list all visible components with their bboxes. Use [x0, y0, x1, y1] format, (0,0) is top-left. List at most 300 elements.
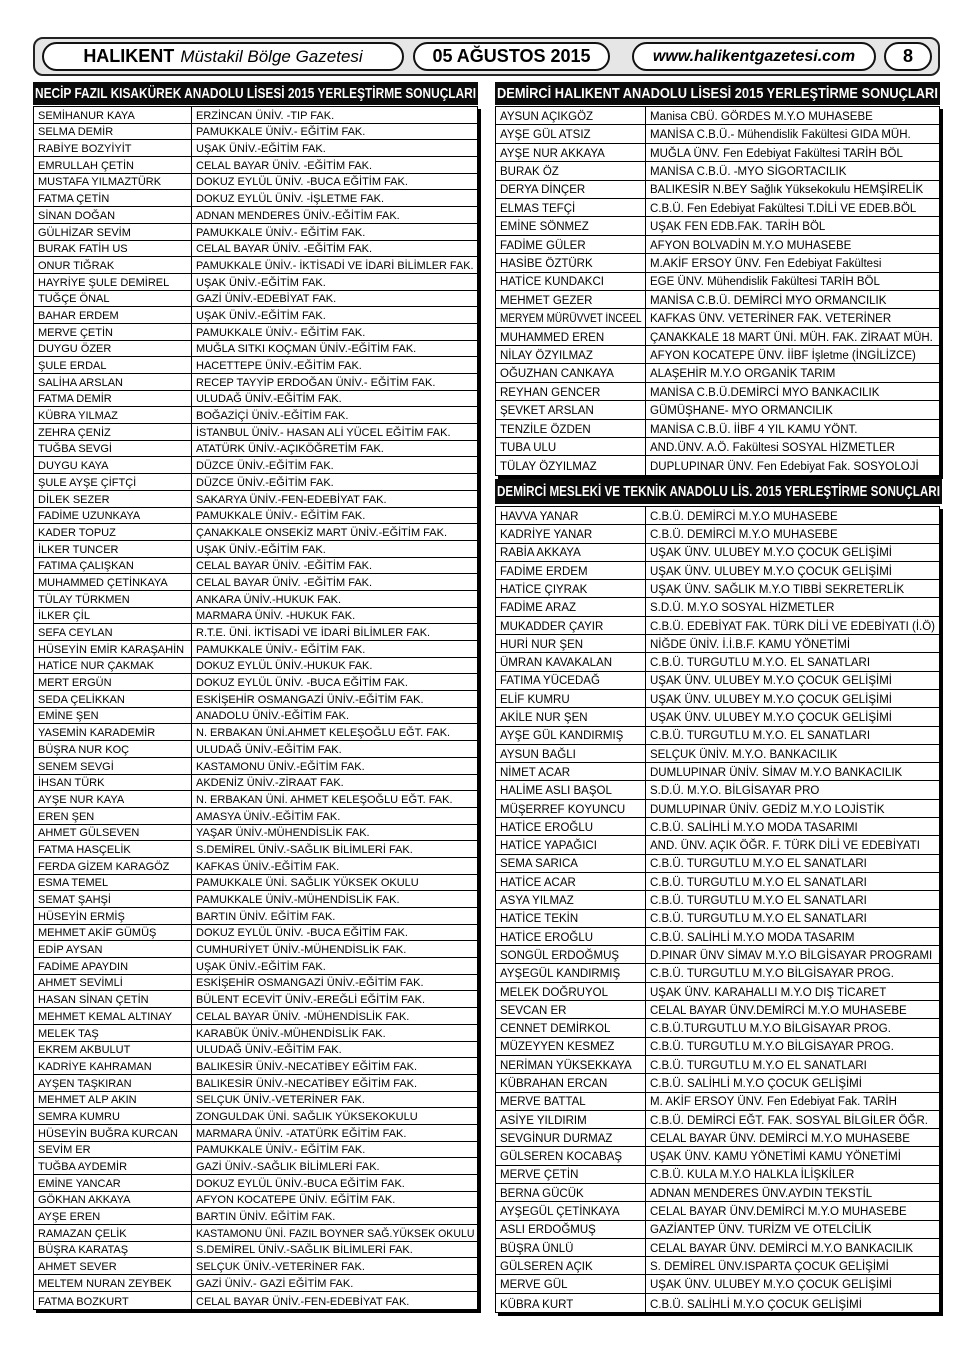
student-name-cell	[496, 562, 646, 579]
placement-text: BALIKESİR ÜNİV.-NECATİBEY EĞİTİM FAK.	[196, 1060, 418, 1073]
student-name-cell	[496, 309, 646, 326]
placement-text: NİĞDE ÜNİV. İ.İ.B.F. KAMU YÖNETİMİ	[650, 638, 851, 651]
student-name: TUĞÇE ÖNAL	[38, 293, 110, 306]
page-number: 8	[884, 42, 932, 71]
placement-text: C.B.Ü. TURGUTLU M.Y.O EL SANATLARI	[650, 895, 867, 908]
placement-cell	[646, 1019, 939, 1036]
student-name-cell	[34, 374, 192, 390]
placement-text: KAFKAS ÜNV. VETERİNER FAK. VETERİNER	[650, 313, 892, 326]
student-name: AYSUN BAĞLI	[500, 748, 576, 761]
table-row	[496, 562, 939, 580]
placement-cell	[192, 324, 477, 340]
placement-cell	[646, 1056, 939, 1073]
student-name: MELTEM NURAN ZEYBEK	[38, 1277, 172, 1290]
placement-cell	[192, 558, 477, 574]
table-row	[34, 107, 477, 124]
placement-cell	[646, 1001, 939, 1018]
placement-text: DOKUZ EYLÜL ÜNİV. -BUCA EĞİTİM FAK.	[196, 176, 408, 189]
student-name-cell	[34, 107, 192, 123]
placement-cell	[192, 407, 477, 423]
placement-cell	[646, 690, 939, 707]
student-name-cell	[34, 1142, 192, 1158]
placement-text: HACETTEPE ÜNİV.-EĞİTİM FAK.	[196, 360, 362, 372]
student-name-cell	[496, 544, 646, 561]
placement-text: ERZİNCAN ÜNİV. -TIP FAK.	[196, 109, 335, 122]
student-name-cell	[34, 674, 192, 690]
placement-text: MARMARA ÜNİV. -HUKUK FAK.	[196, 610, 356, 623]
brand-tagline: Müstakil Bölge Gazetesi	[180, 46, 363, 66]
student-name-cell	[34, 224, 192, 240]
placement-cell	[192, 1192, 477, 1208]
placement-text: MANİSA C.B.Ü. İİBF 4 YIL KAMU YÖNT.	[650, 423, 858, 436]
placement-text: CELAL BAYAR ÜNV. DEMİRCİ M.Y.O MUHASEBE	[650, 1132, 910, 1145]
placement-text: C.B.Ü. DEMİRCİ M.Y.O MUHASEBE	[650, 510, 838, 523]
placement-cell	[192, 124, 477, 140]
placement-cell	[646, 1129, 939, 1146]
student-name: SELMA DEMİR	[38, 126, 114, 139]
placement-cell	[646, 836, 939, 853]
placement-cell	[646, 745, 939, 762]
student-name: RAMAZAN ÇELİK	[38, 1227, 127, 1240]
student-name-cell	[34, 1042, 192, 1058]
placement-cell	[192, 641, 477, 657]
student-name: AYŞE EREN	[38, 1211, 101, 1224]
student-name-cell	[496, 800, 646, 817]
student-name: MERVE BATTAL	[500, 1096, 586, 1109]
student-name-cell	[34, 991, 192, 1007]
student-name-cell	[34, 1292, 192, 1309]
student-name: ZEHRA ÇENİZ	[38, 426, 111, 439]
placement-text: M.AKİF ERSOY ÜNV. Fen Edebiyat Fakültesi	[650, 258, 882, 271]
placement-cell	[192, 741, 477, 757]
student-name: RABİYE BOZYİYİT	[38, 143, 132, 156]
placement-text: ÇANAKKALE 18 MART ÜNİ. MÜH. FAK. ZİRAAT MÜH.	[650, 331, 933, 344]
placement-text: UŞAK ÜNV. SAĞLIK M.Y.O TIBBİ SEKRETERLİK	[650, 583, 905, 596]
table-row	[496, 1019, 939, 1037]
table-row	[496, 928, 939, 946]
student-name: KADRİYE YANAR	[500, 529, 593, 542]
placement-text: DUMLUPINAR ÜNİV. SİMAV M.Y.O BANKACILIK	[650, 766, 903, 779]
student-name: HÜSEYİN BUĞRA KURCAN	[38, 1127, 178, 1140]
student-name: HATİCE ÇIYRAK	[500, 583, 588, 596]
placement-text: EGE ÜNV. Mühendislik Fakültesi TARİH BÖL	[650, 276, 880, 289]
student-name: HÜSEYİN EMİR KARAŞAHİN	[38, 643, 185, 656]
table-row	[34, 825, 477, 842]
student-name: BERNA GÜCÜK	[500, 1187, 584, 1200]
placement-text: AFYON KOCATEPE ÜNİV. EĞİTİM FAK.	[196, 1194, 396, 1207]
table-row	[496, 836, 939, 854]
table-row	[496, 1257, 939, 1275]
table-row	[496, 309, 939, 327]
student-name-cell	[34, 1075, 192, 1091]
placement-text: KAFKAS ÜNİV.-EĞİTİM FAK.	[196, 860, 340, 873]
placement-text: C.B.Ü. TURGUTLU M.Y.O EL SANATLARI	[650, 858, 867, 871]
placement-cell	[646, 1093, 939, 1110]
placement-cell	[192, 775, 477, 791]
student-name: AYŞEGÜL KANDIRMIŞ	[500, 968, 621, 981]
placement-cell	[192, 674, 477, 690]
placement-text: GÜMÜŞHANE- MYO ORMANCILIK	[650, 405, 833, 418]
placement-text: S. DEMİREL ÜNV.ISPARTA ÇOCUK GELİŞİMİ	[650, 1260, 889, 1273]
placement-text: ESKİŞEHİR OSMANGAZİ ÜNİV.-EĞİTİM FAK.	[196, 977, 424, 990]
table-row	[34, 491, 477, 508]
placement-text: MANİSA C.B.Ü. DEMİRCİ MYO ORMANCILIK	[650, 294, 887, 307]
placement-text: KARABÜK ÜNİV.-MÜHENDİSLİK FAK.	[196, 1027, 386, 1040]
placement-cell	[192, 1092, 477, 1108]
placement-cell	[646, 383, 939, 400]
table-row	[496, 983, 939, 1001]
placement-cell	[192, 658, 477, 674]
table-row	[496, 617, 939, 635]
placement-text: RECEP TAYYİP ERDOĞAN ÜNİV.- EĞİTİM FAK.	[196, 376, 436, 389]
student-name: İLKER ÇİL	[38, 610, 90, 623]
placement-text: ATATÜRK ÜNİV.-AÇIKÖĞRETİM FAK.	[196, 443, 384, 456]
table-row	[34, 1042, 477, 1059]
placement-cell	[192, 107, 477, 123]
placement-text: C.B.Ü. DEMİRCİ EĞT. FAK. SOSYAL BİLGİLER ÖĞR.	[650, 1114, 928, 1127]
placement-text: AFYON KOCATEPE ÜNV. İİBF İşletme (İNGİLİZCE)	[650, 349, 916, 362]
student-name: AYŞE NUR AKKAYA	[500, 147, 605, 160]
student-name: KÜBRAHAN ERCAN	[500, 1078, 608, 1090]
student-name: FADİME APAYDIN	[38, 960, 129, 973]
placement-text: UŞAK ÜNV. ULUBEY M.Y.O ÇOCUK GELİŞİMİ	[650, 675, 892, 688]
student-name-cell	[496, 1202, 646, 1219]
placement-cell	[646, 580, 939, 597]
student-name: FADİME ERDEM	[500, 565, 588, 578]
student-name: HATİCE ACAR	[500, 876, 576, 889]
student-name-cell	[496, 1239, 646, 1256]
table-row	[34, 1058, 477, 1075]
placement-text: YAŞAR ÜNİV.-MÜHENDİSLİK FAK.	[196, 827, 370, 840]
placement-text: ZONGULDAK ÜNİ. SAĞLIK YÜKSEKOKULU	[196, 1110, 418, 1123]
student-name-cell	[34, 591, 192, 607]
placement-cell	[192, 758, 477, 774]
student-name: ELİF KUMRU	[500, 693, 570, 706]
table-row	[496, 800, 939, 818]
table-row	[34, 1225, 477, 1242]
placement-text: C.B.Ü. Fen Edebiyat Fakültesi T.DİLİ VE EDEB.BÖL	[650, 202, 917, 215]
student-name-cell	[34, 190, 192, 206]
student-name: FADİME GÜLER	[500, 239, 586, 252]
student-name-cell	[34, 541, 192, 557]
placement-text: PAMUKKALE ÜNİV.-MÜHENDİSLİK FAK.	[196, 894, 400, 906]
table-row	[34, 1158, 477, 1175]
placement-cell	[646, 199, 939, 216]
student-name: MEHMET KEMAL ALTINAY	[38, 1010, 173, 1023]
table-row	[34, 1292, 477, 1309]
student-name-cell	[496, 983, 646, 1000]
placement-text: C.B.Ü. TURGUTLU M.Y.O EL SANATLARI	[650, 913, 867, 926]
placement-text: ANKARA ÜNİV.-HUKUK FAK.	[196, 593, 342, 606]
student-name-cell	[34, 157, 192, 173]
table-row	[496, 1221, 939, 1239]
student-name: BAHAR ERDEM	[38, 309, 119, 322]
placement-text: UŞAK ÜNV. KAMU YÖNETİMİ KAMU YÖNETİMİ	[650, 1151, 901, 1164]
student-name: AYŞE NUR KAYA	[38, 793, 125, 806]
student-name-cell	[496, 1019, 646, 1036]
student-name-cell	[496, 672, 646, 689]
student-name-cell	[496, 144, 646, 161]
student-name-cell	[34, 1008, 192, 1024]
student-name-cell	[34, 524, 192, 540]
table-row	[496, 199, 939, 217]
student-name: SEVİM ER	[38, 1144, 91, 1157]
student-name-cell	[34, 825, 192, 841]
student-name: HAVVA YANAR	[500, 510, 579, 523]
newspaper-name	[42, 42, 404, 71]
table-row	[496, 364, 939, 382]
placement-text: UŞAK ÜNV. KARAHALLI M.Y.O DIŞ TİCARET	[650, 986, 887, 999]
student-name: FATMA DEMİR	[38, 393, 112, 406]
placement-cell	[646, 1202, 939, 1219]
placement-cell	[646, 1294, 939, 1312]
student-name: SEMAT ŞAHŞİ	[38, 894, 111, 906]
placement-text: UŞAK ÜNİV.-EĞİTİM FAK.	[196, 543, 326, 556]
placement-text: GAZİANTEP ÜNV. TURİZM VE OTELCİLİK	[650, 1224, 872, 1237]
placement-cell	[192, 791, 477, 807]
placement-cell	[192, 524, 477, 540]
placement-cell	[192, 1175, 477, 1191]
student-name-cell	[496, 181, 646, 198]
placement-cell	[646, 236, 939, 253]
section-title-necip-fazil	[33, 82, 478, 105]
placement-text: DOKUZ EYLÜL ÜNİV.-BUCA EĞİTİM FAK.	[196, 1177, 405, 1190]
student-name: TÜLAY TÜRKMEN	[38, 593, 130, 606]
placement-text: CELAL BAYAR ÜNİV. -EĞİTİM FAK.	[196, 243, 373, 256]
student-name: NERİMAN YÜKSEKKAYA	[500, 1059, 632, 1072]
student-name: MERYEM MÜRÜVVET İNCEEL	[500, 313, 642, 326]
student-name-cell	[496, 836, 646, 853]
placement-text: SELÇUK ÜNİV.-VETERİNER FAK.	[196, 1094, 365, 1107]
placement-text: DOKUZ EYLÜL ÜNİV. -BUCA EĞİTİM FAK.	[196, 927, 408, 940]
placement-cell	[646, 291, 939, 308]
placement-text: C.B.Ü. TURGUTLU M.Y.O EL SANATLARI	[650, 1059, 867, 1072]
placement-text: C.B.Ü. EDEBİYAT FAK. TÜRK DİLİ VE EDEBİYATI (İ.Ö)	[650, 620, 936, 633]
placement-cell	[192, 190, 477, 206]
placement-text: CELAL BAYAR ÜNV.DEMİRCİ M.Y.O MUHASEBE	[650, 1004, 907, 1017]
student-name: İHSAN TÜRK	[38, 777, 105, 790]
placement-cell	[646, 1147, 939, 1164]
section-title-demirci-mtal	[495, 479, 942, 504]
student-name: HATİCE NUR ÇAKMAK	[38, 660, 154, 673]
student-name: GÜLSEREN KOCABAŞ	[500, 1151, 623, 1164]
placement-text: C.B.Ü. SALİHLİ M.Y.O ÇOCUK GELİŞİMİ	[650, 1298, 862, 1311]
placement-cell	[646, 1275, 939, 1292]
table-row	[496, 708, 939, 726]
placement-cell	[646, 107, 939, 124]
placement-cell	[646, 346, 939, 363]
student-name-cell	[496, 708, 646, 725]
student-name-cell	[496, 580, 646, 597]
placement-cell	[646, 181, 939, 198]
student-name-cell	[34, 741, 192, 757]
table-row	[34, 741, 477, 758]
placement-cell	[192, 1008, 477, 1024]
placement-table-demirci-mtal	[495, 506, 940, 1313]
table-row	[34, 174, 477, 191]
student-name-cell	[496, 401, 646, 418]
placement-text: AND.ÜNV. A.Ö. Fakültesi SOSYAL HİZMETLER	[650, 441, 895, 454]
table-row	[34, 574, 477, 591]
student-name-cell	[34, 424, 192, 440]
student-name-cell	[496, 420, 646, 437]
table-row	[34, 941, 477, 958]
table-row	[496, 438, 939, 456]
table-row	[34, 708, 477, 725]
student-name: EMİNE YANCAR	[38, 1177, 121, 1190]
student-name-cell	[34, 341, 192, 357]
student-name: MUKADDER ÇAYIR	[500, 620, 604, 633]
placement-text: MARMARA ÜNİV. -ATATÜRK EĞİTİM FAK.	[196, 1127, 407, 1140]
table-row	[496, 273, 939, 291]
student-name-cell	[34, 391, 192, 407]
table-row	[34, 591, 477, 608]
placement-text: PAMUKKALE ÜNİV.- EĞİTİM FAK.	[196, 1144, 366, 1157]
table-row	[34, 1125, 477, 1142]
table-row	[496, 525, 939, 543]
placement-cell	[192, 1225, 477, 1241]
table-row	[34, 975, 477, 992]
table-row	[496, 1294, 939, 1312]
student-name: SONGÜL ERDOĞMUŞ	[500, 949, 620, 962]
student-name: ŞULE AYŞE ÇİFTÇİ	[38, 476, 137, 489]
student-name: ASİYE YILDIRIM	[500, 1114, 587, 1127]
student-name-cell	[34, 307, 192, 323]
student-name-cell	[34, 1058, 192, 1074]
table-row	[34, 541, 477, 558]
placement-cell	[646, 891, 939, 908]
student-name-cell	[496, 653, 646, 670]
table-row	[34, 374, 477, 391]
table-row	[496, 580, 939, 598]
placement-cell	[192, 441, 477, 457]
student-name-cell	[34, 457, 192, 473]
placement-cell	[192, 991, 477, 1007]
student-name-cell	[496, 781, 646, 798]
table-row	[34, 775, 477, 792]
student-name: SEMİHANUR KAYA	[38, 109, 135, 122]
table-row	[496, 217, 939, 235]
student-name-cell	[496, 763, 646, 780]
table-row	[34, 190, 477, 207]
placement-cell	[646, 598, 939, 615]
student-name-cell	[34, 858, 192, 874]
placement-text: S.DEMİREL ÜNİV.-SAĞLIK BİLİMLERİ FAK.	[196, 843, 413, 856]
placement-cell	[646, 507, 939, 524]
placement-text: BARTIN ÜNİV. EĞİTİM FAK.	[196, 1211, 336, 1224]
student-name: GÖKHAN AKKAYA	[38, 1194, 131, 1207]
placement-cell	[646, 818, 939, 835]
student-name: ŞULE ERDAL	[38, 360, 107, 372]
table-row	[496, 1056, 939, 1074]
student-name-cell	[34, 808, 192, 824]
student-name: ONUR TIĞRAK	[38, 259, 115, 272]
student-name-cell	[34, 691, 192, 707]
student-name-cell	[34, 925, 192, 941]
student-name: CENNET DEMİRKOL	[500, 1023, 611, 1036]
student-name-cell	[34, 207, 192, 223]
student-name: AYŞEGÜL ÇETİNKAYA	[500, 1206, 620, 1219]
student-name-cell	[496, 818, 646, 835]
table-row	[34, 140, 477, 157]
table-row	[34, 841, 477, 858]
placement-cell	[646, 544, 939, 561]
table-row	[496, 598, 939, 616]
student-name-cell	[34, 357, 192, 373]
student-name-cell	[34, 658, 192, 674]
placement-cell	[646, 635, 939, 652]
student-name-cell	[34, 324, 192, 340]
placement-text: Manisa CBÜ. GÖRDES M.Y.O MUHASEBE	[650, 110, 873, 123]
placement-cell	[192, 724, 477, 740]
placement-text: D.PINAR ÜNV SİMAV M.Y.O BİLGİSAYAR PROGRAMI	[650, 949, 933, 962]
placement-text: CELAL BAYAR ÜNİV. -EĞİTİM FAK.	[196, 159, 373, 172]
student-name-cell	[34, 558, 192, 574]
table-row	[34, 474, 477, 491]
student-name-cell	[34, 1175, 192, 1191]
student-name: FADİME UZUNKAYA	[38, 510, 141, 523]
student-name: ŞEVKET ARSLAN	[500, 405, 594, 418]
student-name: AYSUN AÇIKGÖZ	[500, 110, 594, 123]
placement-cell	[192, 1242, 477, 1258]
student-name: HÜSEYİN ERMİŞ	[38, 910, 125, 923]
student-name-cell	[34, 407, 192, 423]
placement-cell	[646, 653, 939, 670]
section-title-text: DEMİRCİ HALIKENT ANADOLU LİSESİ 2015 YERLEŞTİRME SONUÇLARI	[497, 85, 938, 102]
table-row	[34, 224, 477, 241]
table-row	[34, 324, 477, 341]
placement-text: C.B.Ü. DEMİRCİ M.Y.O MUHASEBE	[650, 529, 838, 542]
placement-cell	[192, 808, 477, 824]
placement-cell	[646, 928, 939, 945]
placement-cell	[192, 908, 477, 924]
placement-text: C.B.Ü. KULA M.Y.O HALKLA İLİŞKİLER	[650, 1169, 855, 1182]
table-row	[496, 1166, 939, 1184]
student-name-cell	[496, 964, 646, 981]
student-name-cell	[496, 346, 646, 363]
student-name: YASEMİN KARADEMİR	[38, 727, 156, 740]
table-row	[34, 674, 477, 691]
student-name: SEDA ÇELİKKAN	[38, 693, 125, 706]
student-name-cell	[34, 708, 192, 724]
student-name-cell	[34, 1208, 192, 1224]
placement-cell	[192, 591, 477, 607]
student-name: FATMA HASÇELİK	[38, 843, 131, 856]
table-row	[496, 672, 939, 690]
placement-cell	[646, 873, 939, 890]
student-name: DUYGU ÖZER	[38, 343, 112, 356]
student-name-cell	[496, 291, 646, 308]
placement-cell	[192, 157, 477, 173]
table-row	[34, 908, 477, 925]
placement-cell	[646, 328, 939, 345]
table-row	[34, 641, 477, 658]
placement-cell	[192, 274, 477, 290]
placement-cell	[192, 224, 477, 240]
table-row	[34, 424, 477, 441]
placement-cell	[192, 1142, 477, 1158]
placement-text: C.B.Ü. SALİHLİ M.Y.O ÇOCUK GELİŞİMİ	[650, 1078, 862, 1090]
student-name-cell	[496, 946, 646, 963]
student-name: AYŞEN TAŞKIRAN	[38, 1077, 132, 1090]
student-name-cell	[34, 1275, 192, 1291]
placement-cell	[192, 841, 477, 857]
placement-cell	[646, 1074, 939, 1091]
placement-text: UŞAK ÜNİV.-EĞİTİM FAK.	[196, 960, 326, 973]
table-row	[34, 958, 477, 975]
placement-text: UŞAK ÜNV. ULUBEY M.Y.O ÇOCUK GELİŞİMİ	[650, 1279, 892, 1292]
table-row	[34, 1092, 477, 1109]
